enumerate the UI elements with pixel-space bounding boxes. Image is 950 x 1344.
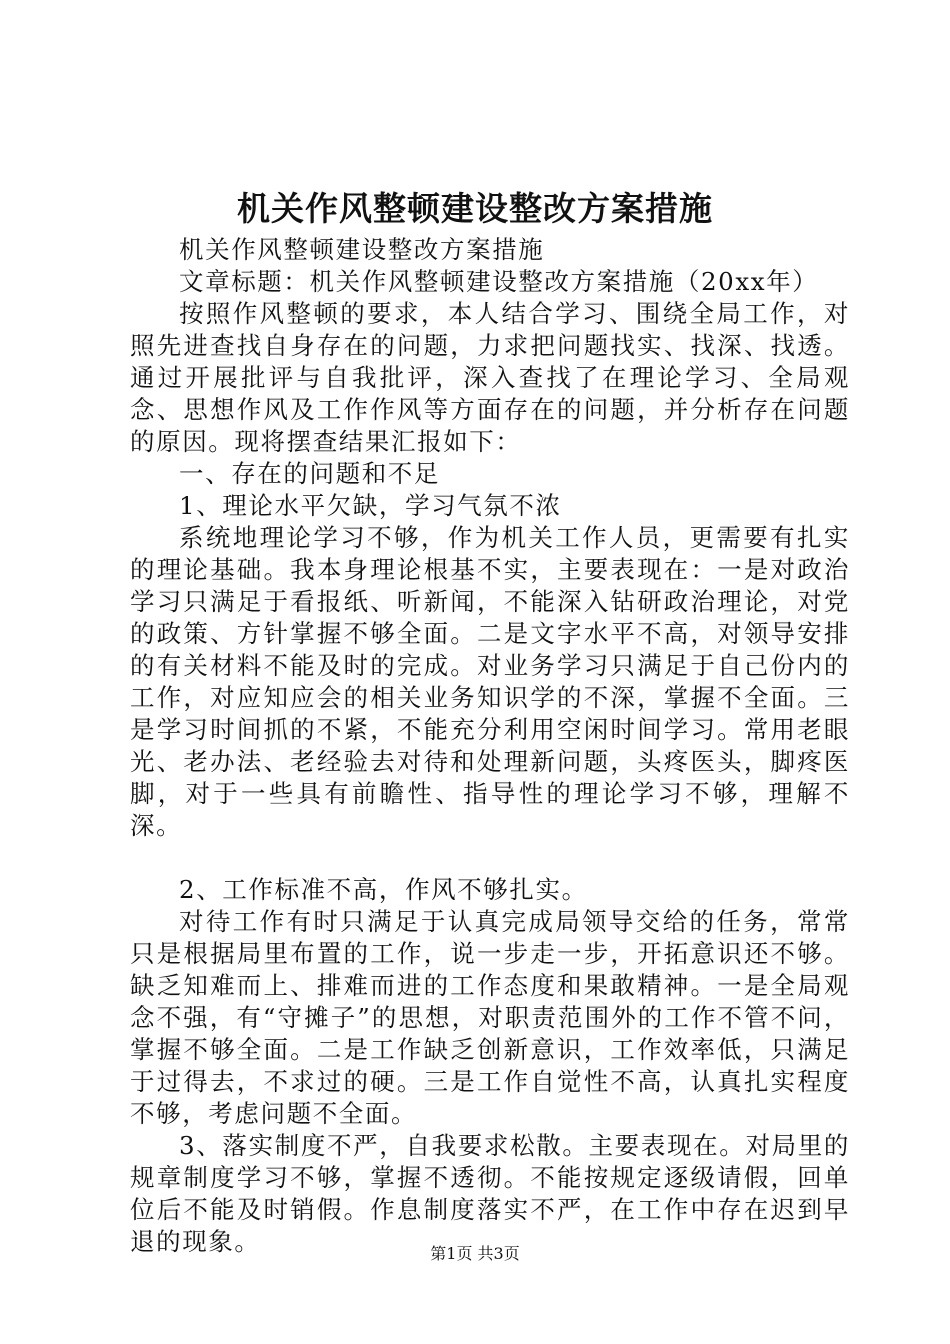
document-title: 机关作风整顿建设整改方案措施 (237, 189, 713, 228)
paragraph-theory: 系统地理论学习不够，作为机关工作人员，更需要有扎实的理论基础。我本身理论根基不实，主要表现在：一是对政治学习只满足于看报纸、听新闻，不能深入钻研政治理论，对党的政策、方针掌握不够全面。二是文字水平不高，对领导安排的有关材料不能及时的完成。对业务学习只满足于自己份内的工作，对应知应会的相关业务知识学的不深，掌握不全面。三是学习时间抓的不紧，不能充分利用空闲时间学习。常用老眼光、老办法、老经验去对待和处理新问题，头疼医头，脚疼医脚，对于一些具有前瞻性、指导性的理论学习不够，理解不深。 (130, 523, 850, 840)
paragraph-discipline: 3、落实制度不严，自我要求松散。主要表现在。对局里的规章制度学习不够，掌握不透彻。不能按规定逐级请假，回单位后不能及时销假。作息制度落实不严，在工作中存在迟到早退的现象。 (130, 1131, 850, 1256)
paragraph-intro: 按照作风整顿的要求，本人结合学习、围绕全局工作，对照先进查找自身存在的问题，力求把问题找实、找深、找透。通过开展批评与自我批评，深入查找了在理论学习、全局观念、思想作风及工作作风等方面存在的问题，并分析存在问题的原因。现将摆查结果汇报如下： (130, 299, 850, 456)
paragraph-subtitle: 机关作风整顿建设整改方案措施 (179, 235, 545, 264)
subheading-work-standard: 2、工作标准不高，作风不够扎实。 (179, 875, 588, 904)
paragraph-article-title: 文章标题：机关作风整顿建设整改方案措施（20xx年） (179, 267, 819, 296)
section-heading-problems: 一、存在的问题和不足 (179, 459, 440, 488)
subheading-theory: 1、理论水平欠缺，学习气氛不浓 (179, 491, 562, 520)
paragraph-work-standard: 对待工作有时只满足于认真完成局领导交给的任务，常常只是根据局里布置的工作，说一步走一步，开拓意识还不够。缺乏知难而上、排难而进的工作态度和果敢精神。一是全局观念不强，有“守摊子”的思想，对职责范围外的工作不管不问，掌握不够全面。二是工作缺乏创新意识，工作效率低，只满足于过得去，不求过的硬。三是工作自觉性不高，认真扎实程度不够，考虑问题不全面。 (130, 907, 850, 1128)
document-body (130, 234, 850, 1258)
page-footer: 第1页 共3页 (430, 1244, 520, 1263)
paragraph-spacer (130, 842, 850, 874)
